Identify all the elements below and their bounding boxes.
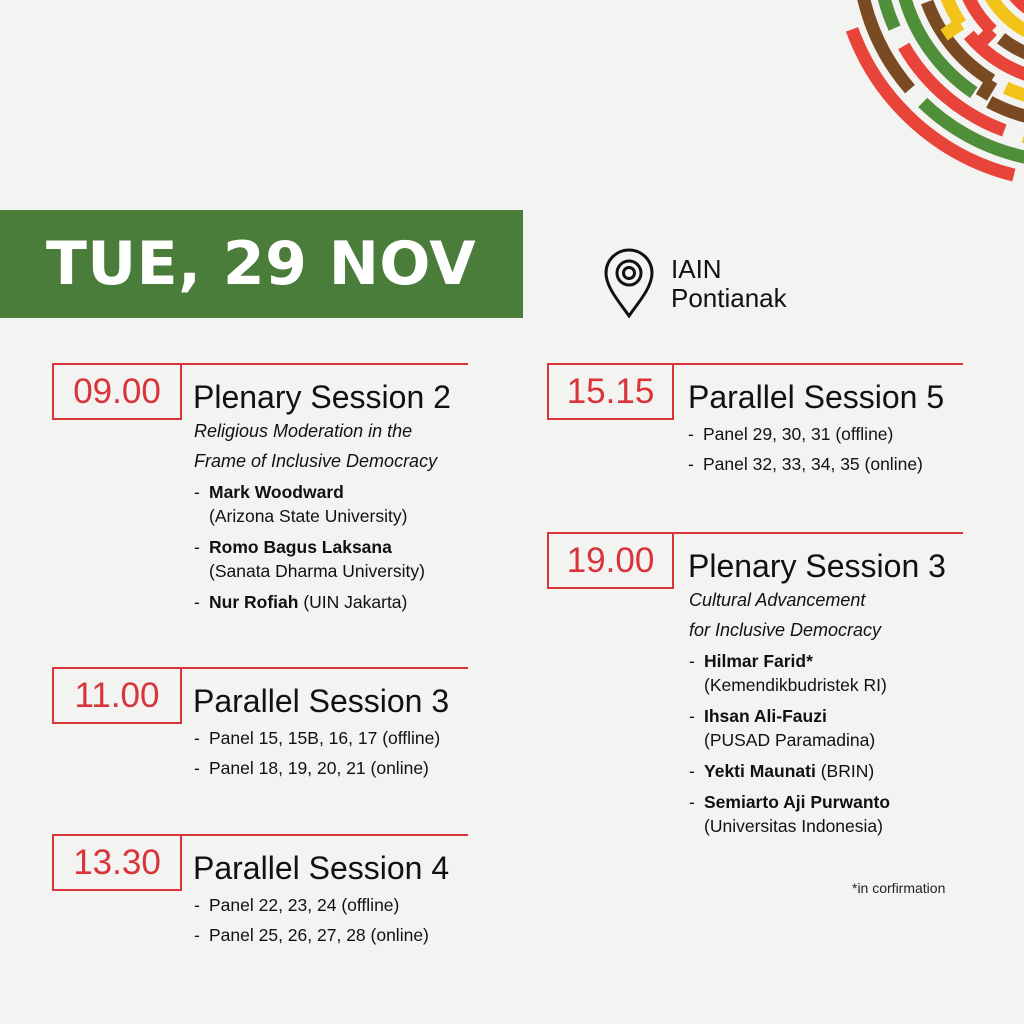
panel-item: - Panel 25, 26, 27, 28 (online) [194,925,429,945]
session-details [194,890,429,950]
panel-item: - Panel 32, 33, 34, 35 (online) [688,454,923,474]
logo-arc [923,103,1024,160]
logo-arc [927,2,992,80]
session-time: 11.00 [52,667,182,724]
session-time: 15.15 [547,363,674,420]
speaker-item: - Mark Woodward (Arizona State University) [194,480,437,528]
event-date: TUE, 29 NOV [46,229,477,299]
session-time: 19.00 [547,532,674,589]
session-time: 09.00 [52,363,182,420]
speaker-affiliation: (UIN Jakarta) [303,592,408,612]
speaker-name: Yekti Maunati [704,761,816,781]
speaker-name: Nur Rofiah [209,592,299,612]
speaker-item: - Hilmar Farid* (Kemendikbudristek RI) [689,649,890,697]
session-title: Plenary Session 3 [688,548,946,584]
speaker-item: - Ihsan Ali-Fauzi (PUSAD Paramadina) [689,704,890,752]
session-title: Plenary Session 2 [193,379,451,415]
panel-item: - Panel 29, 30, 31 (offline) [688,424,894,444]
logo-arc [969,35,1024,79]
session-theme: Religious Moderation in the [194,421,413,441]
footnote: *in corfirmation [852,880,946,896]
session-theme: Cultural Advancement [689,590,866,610]
panel-item: - Panel 22, 23, 24 (offline) [194,895,400,915]
panel-item: - Panel 15, 15B, 16, 17 (offline) [194,728,441,748]
speaker-name: Romo Bagus Laksana [209,537,392,557]
logo-arc [1006,88,1024,102]
logo-arc [1001,38,1024,62]
venue-name: IAIN Pontianak [671,254,787,313]
speaker-name: Hilmar Farid* [704,651,813,671]
logo-arc [903,0,974,93]
session-theme: Frame of Inclusive Democracy [194,451,438,471]
session-details [194,416,437,614]
speaker-name: Ihsan Ali-Fauzi [704,706,827,726]
speaker-item: - Semiarto Aji Purwanto (Universitas Indonesia) [689,792,891,836]
session-details [688,419,923,479]
map-pin-icon [603,248,655,318]
session-title: Parallel Session 4 [193,850,450,886]
session-details [194,723,440,783]
session-title: Parallel Session 5 [688,379,945,415]
date-banner [0,210,523,318]
speaker-item: - Nur Rofiah (UIN Jakarta) [194,592,408,612]
logo-connector [978,31,992,45]
speaker-affiliation: (Arizona State University) [209,506,408,526]
speaker-name: Mark Woodward [209,482,344,502]
speaker-affiliation: (PUSAD Paramadina) [704,730,876,750]
speaker-name: Semiarto Aji Purwanto [704,792,891,812]
speaker-affiliation: (Sanata Dharma University) [209,561,425,581]
logo-arc [990,0,1024,42]
logo-arc [863,0,910,89]
logo-arc [904,46,1005,130]
logo-connector [981,80,991,97]
speaker-item: - Romo Bagus Laksana (Sanata Dharma University) [194,535,437,583]
logo-connector [944,24,961,35]
logo-arc [960,0,992,31]
logo-arc [852,29,1014,175]
speaker-affiliation: (Kemendikbudristek RI) [704,675,887,695]
panel-item: - Panel 18, 19, 20, 21 (online) [194,758,429,778]
logo-arc [1000,0,1024,18]
session-time: 13.30 [52,834,182,891]
speaker-affiliation: (Universitas Indonesia) [704,816,883,836]
speaker-item: - Yekti Maunati (BRIN) [689,761,875,781]
session-details [689,585,890,838]
session-theme: for Inclusive Democracy [689,620,882,640]
logo-arc [939,0,960,24]
logo-arc [879,0,895,28]
session-title: Parallel Session 3 [193,683,450,719]
speaker-affiliation: (BRIN) [820,761,875,781]
logo-arc [989,102,1024,122]
